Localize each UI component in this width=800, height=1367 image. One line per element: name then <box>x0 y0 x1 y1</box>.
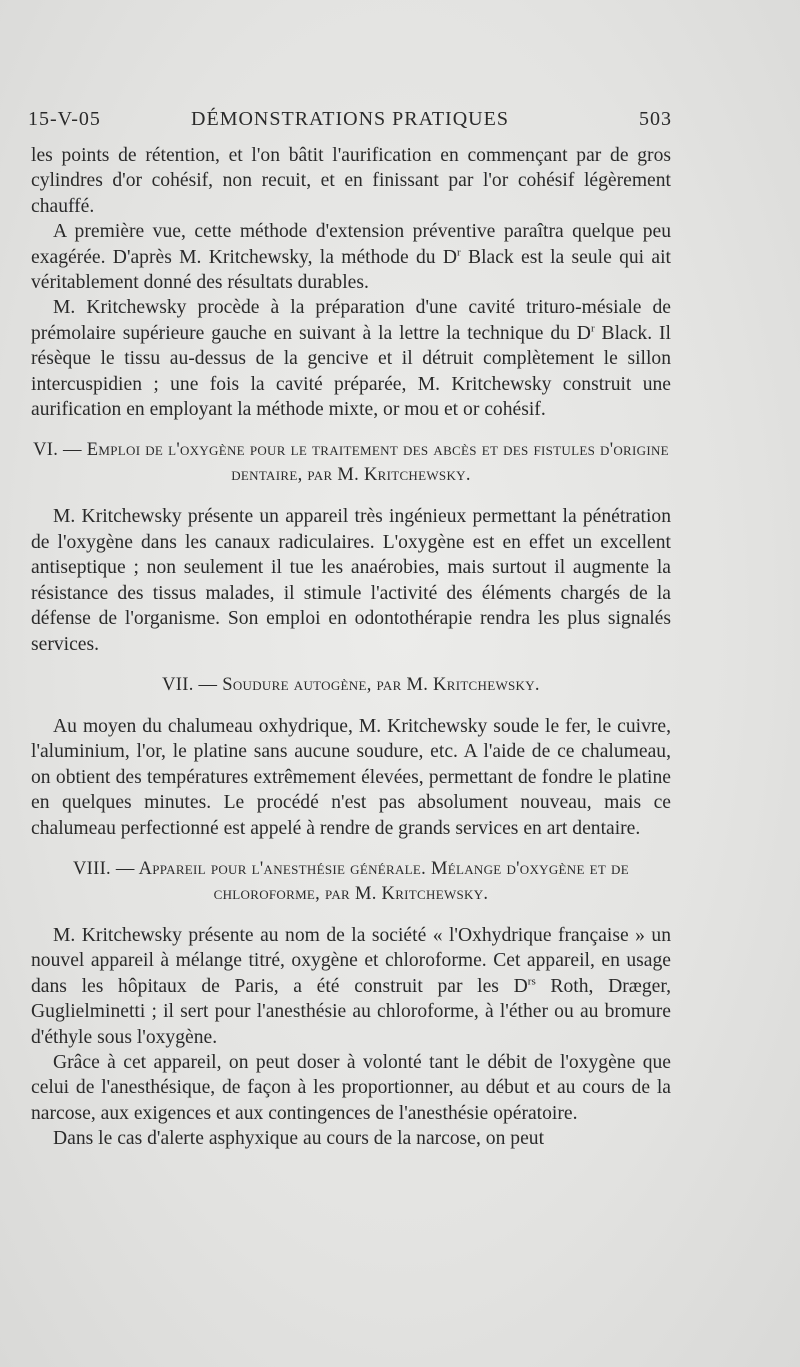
paragraph-text: M. Kritchewsky procède à la préparation d'une cavité trituro-mésiale de prémolaire supérieure gauche en suivant à la lettre la technique du D <box>31 297 671 344</box>
paragraph-continuation: les points de rétention, et l'on bâtit l'aurification en commençant par de gros cylindres d'or cohésif, non recuit, et en finissant par l'or cohésif légèrement chauffé. <box>31 145 671 217</box>
paragraph-welding: Au moyen du chalumeau oxhydrique, M. Kritchewsky soude le fer, le cuivre, l'aluminium, l'or, le platine sans aucune soudure, etc. A l'aide de ce chalumeau, on obtient des températures extrêmement élevées, permettant de fondre le platine en quelques minutes. Le procédé n'est pas absolument nouveau, mais ce chalumeau perfectionné est appelé à rendre de grands services en art dentaire. <box>31 715 671 839</box>
paragraph-text: Black est la seule qui ait véritablement donné des résultats durables. <box>31 246 671 294</box>
paragraph-asphyxia: Dans le cas d'alerte asphyxique au cours de la narcose, on peut <box>53 1128 545 1150</box>
running-header <box>28 108 672 136</box>
paragraph-text: M. Kritchewsky présente au nom de la société « l'Oxhydrique française » un nouvel appareil à mélange titré, oxygène et chloroforme. Cet appareil, en usage dans les hôpitaux de Paris, a été construit par les D <box>31 924 671 997</box>
superscript: r <box>590 322 595 335</box>
page-body <box>31 143 671 1152</box>
superscript: rs <box>527 975 536 988</box>
paragraph-black-method <box>31 219 671 295</box>
paragraph-cavity-preparation <box>31 295 671 422</box>
paragraph-oxygen: M. Kritchewsky présente un appareil très ingénieux permettant la pénétration de l'oxygène dans les canaux radiculaires. L'oxygène est en effet un excellent antiseptique ; non seulement il tue les anaérobies, mais surtout il augmente la résistance des tissus malades, il stimule l'activité des éléments chargés de la défense de l'organisme. Son emploi en odontothérapie rendra les plus signalés services. <box>31 506 671 655</box>
section-heading-viii: VIII. — Appareil pour l'anesthésie générale. Mélange d'oxygène et de chloroforme, par M. Kritchewsky. <box>73 858 629 904</box>
paragraph-text: A première vue, cette méthode d'extension préventive paraîtra quelque peu exagérée. D'après M. Kritchewsky, la méthode du D <box>31 221 671 268</box>
paragraph-text: Roth, Dræger, Guglielminetti ; il sert pour l'anesthésie au chloroforme, à l'éther ou au bromure d'éthyle sous l'oxygène. <box>31 975 671 1048</box>
header-date: 15-V-05 <box>28 108 101 130</box>
paragraph-text: Black. Il résèque le tissu au-dessus de la gencive et il détruit complètement le sillon intercuspidien ; une fois la cavité préparée, M. Kritchewsky construit une aurification en employant la méthode mixte, or mou et or cohésif. <box>31 322 671 421</box>
section-heading-vii: VII. — Soudure autogène, par M. Kritchewsky. <box>162 674 540 695</box>
page-number: 503 <box>639 108 672 130</box>
paragraph-anesthesia-device <box>31 923 671 1050</box>
header-title: DÉMONSTRATIONS PRATIQUES <box>191 108 509 130</box>
section-heading-vi: VI. — Emploi de l'oxygène pour le traitement des abcès et des fistules d'origine dentaire, par M. Kritchewsky. <box>33 440 669 486</box>
superscript: r <box>457 246 461 259</box>
paragraph-dosing: Grâce à cet appareil, on peut doser à volonté tant le débit de l'oxygène que celui de l'anesthésique, de façon à les proportionner, au début et au cours de la narcose, aux exigences et aux contingences de l'anesthésie opératoire. <box>31 1051 671 1124</box>
